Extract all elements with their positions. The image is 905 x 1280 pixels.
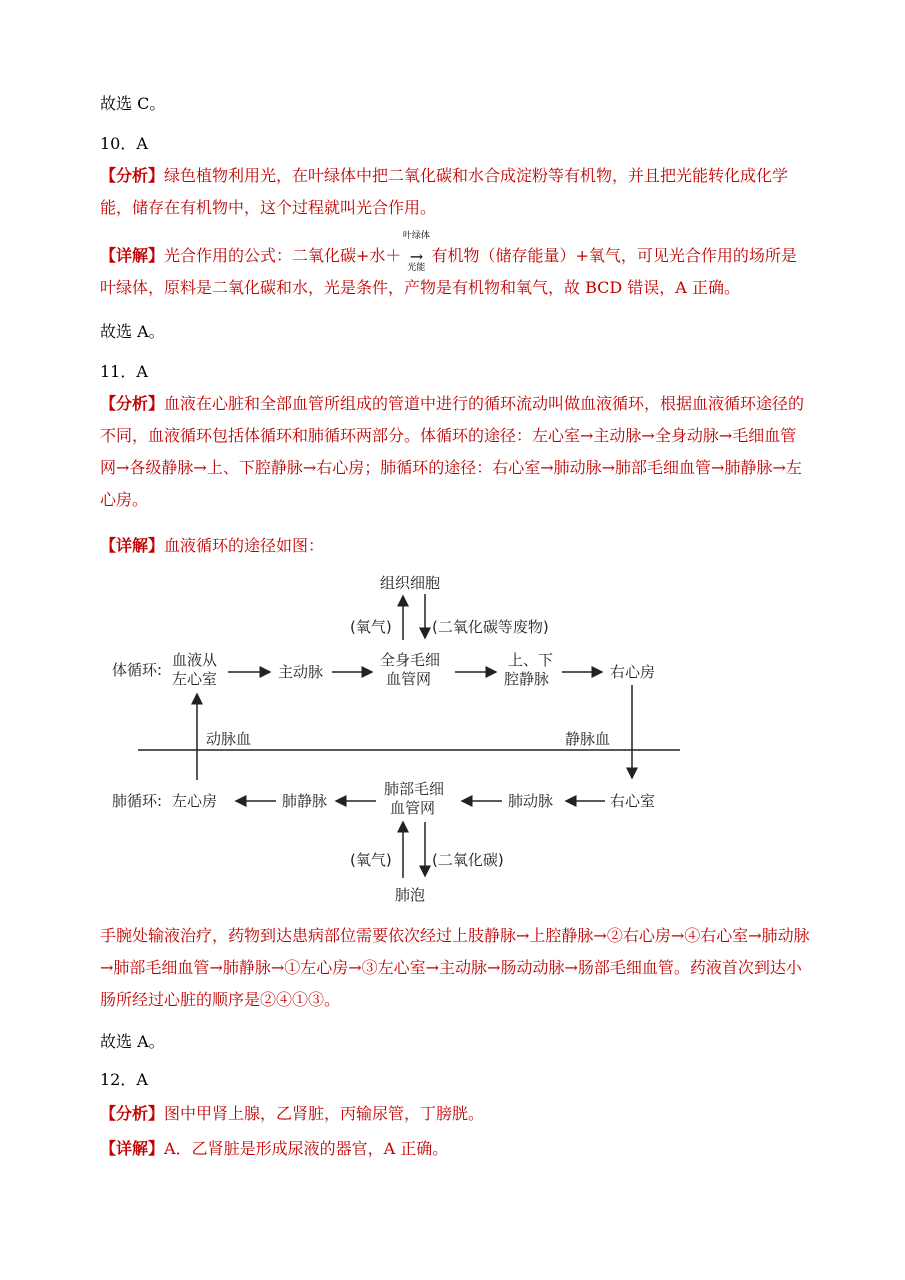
analysis-text: 绿色植物利用光，在叶绿体中把二氧化碳和水合成淀粉等有机物，并且把光能转化成化学能，储存在有机物中，这个过程就叫光合作用。 [100, 166, 789, 217]
aorta-label: 主动脉 [278, 663, 324, 681]
detail-tag: 【详解】 [100, 536, 165, 555]
q12-analysis [100, 1102, 484, 1126]
analysis-tag: 【分析】 [100, 1104, 165, 1123]
q11-detail-continued: 手腕处输液治疗，药物到达患病部位需要依次经过上肢静脉→上腔静脉→②右心房→④右心室→肺动脉→肺部毛细血管→肺静脉→①左心房→③左心室→主动脉→肠动动脉→肠部毛细血管。药液首次到达小肠所经过心脏的顺序是②④①③。 [100, 926, 810, 1009]
reaction-condition-bottom: 光能 [407, 262, 426, 273]
detail-text-pre: 光合作用的公式：二氧化碳+水＋ [164, 246, 402, 265]
analysis-text: 图中甲肾上腺，乙肾脏，丙输尿管，丁膀胱。 [164, 1104, 485, 1123]
body-capillaries-line2: 血管网 [386, 670, 432, 688]
answer-line-a-2: 故选 A。 [100, 1032, 165, 1051]
tissue-cells-label: 组织细胞 [380, 574, 441, 592]
detail-tag: 【详解】 [100, 1139, 165, 1158]
body-capillaries-line1: 全身毛细 [380, 651, 441, 669]
systemic-circulation-label: 体循环: [112, 661, 163, 679]
analysis-text: 血液在心脏和全部血管所组成的管道中进行的循环流动叫做血液循环，根据血液循环途径的不同，血液循环包括体循环和肺循环两部分。体循环的途径：左心室→主动脉→全身动脉→毛细血管网→各级静脉→上、下腔静脉→右心房；肺循环的途径：右心室→肺动脉→肺部毛细血管→肺静脉→左心房。 [100, 394, 805, 509]
answer-line-a-1: 故选 A。 [100, 322, 165, 341]
blood-circulation-diagram [100, 560, 700, 910]
answer-line-c: 故选 C。 [100, 94, 166, 113]
lung-capillaries-line2: 血管网 [390, 799, 436, 817]
vena-cava-line2: 腔静脉 [504, 670, 550, 688]
question-11-answer: 11．A [100, 362, 148, 381]
arterial-blood-label: 动脉血 [206, 730, 252, 748]
q10-analysis [100, 160, 810, 224]
question-10-answer: 10．A [100, 134, 148, 153]
blood-from-line1: 血液从 [172, 651, 218, 669]
right-ventricle-label: 右心室 [610, 792, 656, 810]
reaction-condition-top: 叶绿体 [402, 230, 430, 241]
co2-label: (二氧化碳) [432, 851, 504, 869]
detail-text-post: 有机物（储存能量）+氧气，可见光合作用的场所是叶绿体，原料是二氧化碳和水，光是条件，产物是有机物和氧气，故 BCD 错误，A 正确。 [100, 246, 797, 297]
lung-capillaries-line1: 肺部毛细 [384, 780, 445, 798]
pulmonary-vein-label: 肺静脉 [282, 792, 328, 810]
pulmonary-artery-label: 肺动脉 [508, 792, 554, 810]
detail-tag: 【详解】 [100, 246, 165, 265]
oxygen-label-top: (氧气) [350, 618, 392, 636]
analysis-tag: 【分析】 [100, 394, 165, 413]
right-arrow-icon: → [409, 246, 424, 266]
alveoli-label: 肺泡 [395, 886, 426, 904]
co2-waste-label: (二氧化碳等废物) [432, 618, 549, 636]
q10-detail [100, 230, 810, 304]
oxygen-label-bottom: (氧气) [350, 851, 392, 869]
pulmonary-circulation-label: 肺循环: [112, 792, 163, 810]
reaction-arrow [401, 230, 431, 273]
q11-analysis [100, 388, 810, 516]
vena-cava-line1: 上、下 [508, 651, 554, 669]
blood-from-line2: 左心室 [172, 670, 218, 688]
q11-detail [100, 534, 324, 558]
question-12-answer: 12．A [100, 1070, 148, 1089]
left-atrium-label: 左心房 [172, 792, 218, 810]
q12-detail [100, 1137, 448, 1161]
right-atrium-label: 右心房 [610, 663, 656, 681]
venous-blood-label: 静脉血 [565, 730, 611, 748]
analysis-tag: 【分析】 [100, 166, 165, 185]
detail-text: A．乙肾脏是形成尿液的器官，A 正确。 [164, 1139, 449, 1158]
detail-text: 血液循环的途径如图： [164, 536, 325, 555]
